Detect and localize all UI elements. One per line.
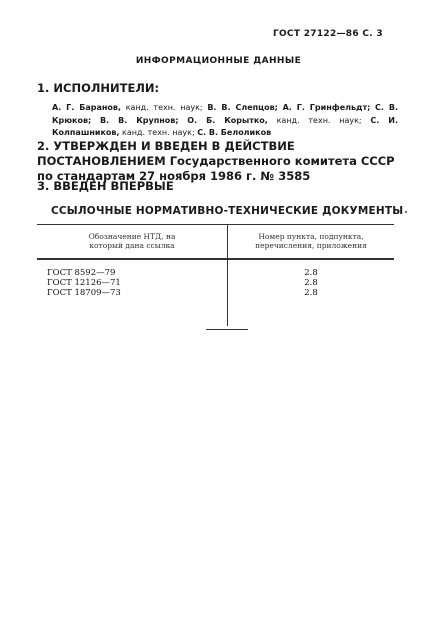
- executor-degree: канд. техн. наук;: [122, 128, 195, 137]
- row-point: 2.8: [304, 268, 318, 278]
- references-title: ССЫЛОЧНЫЕ НОРМАТИВНО-ТЕХНИЧЕСКИЕ ДОКУМЕНТЫ: [51, 205, 404, 217]
- table-top-rule: [37, 224, 394, 225]
- section-2-text: 2. УТВЕРЖДЕН И ВВЕДЕН В ДЕЙСТВИЕ ПОСТАНОВЛЕНИЕМ Государственного комитета СССР по стандартам 27 ноября 1986 г. № 3585: [37, 139, 395, 183]
- column-header-point: [228, 232, 394, 250]
- executor-name: В. В. Слепцов;: [207, 103, 278, 112]
- references-table: [37, 224, 394, 328]
- row-point: 2.8: [304, 278, 318, 288]
- info-data-title: ИНФОРМАЦИОННЫЕ ДАННЫЕ: [135, 56, 302, 66]
- row-document: ГОСТ 18709—73: [47, 288, 121, 298]
- executor-degree: канд. техн. наук;: [276, 115, 362, 125]
- executor-name: О. Б. Корытко,: [187, 115, 268, 125]
- executor-degree: канд. техн. наук;: [125, 103, 203, 112]
- margin-dot: [405, 211, 407, 213]
- page-header: ГОСТ 27122—86 С. 3: [272, 29, 383, 39]
- row-document: ГОСТ 8592—79: [47, 268, 116, 278]
- executors-list: [52, 102, 398, 140]
- column-header-line: перечисления, приложения: [255, 241, 367, 250]
- executor-name: А. Г. Баранов,: [52, 103, 121, 112]
- executor-name: С. И. Колпашников,: [52, 115, 398, 137]
- section-1-heading: 1. ИСПОЛНИТЕЛИ:: [37, 81, 160, 95]
- column-header-line: который дана ссылка: [89, 241, 175, 250]
- executor-name: С. В. Крюков;: [52, 103, 399, 125]
- column-header-document: [37, 232, 227, 250]
- column-header-line: Обозначение НТД, на: [88, 232, 176, 241]
- row-document: ГОСТ 12126—71: [47, 278, 121, 288]
- table-row: [37, 278, 394, 288]
- table-header-rule: [37, 258, 394, 260]
- executor-name: В. В. Крупнов;: [99, 115, 179, 125]
- table-row: [37, 268, 394, 278]
- section-3-heading: 3. ВВЕДЕН ВПЕРВЫЕ: [37, 179, 174, 193]
- column-header-line: Номер пункта, подпункта,: [258, 232, 364, 241]
- executor-name: С. В. Белоликов: [197, 128, 272, 137]
- executor-name: А. Г. Гринфельдт;: [282, 103, 371, 112]
- end-rule: [206, 329, 248, 330]
- row-point: 2.8: [304, 288, 318, 298]
- table-row: [37, 288, 394, 298]
